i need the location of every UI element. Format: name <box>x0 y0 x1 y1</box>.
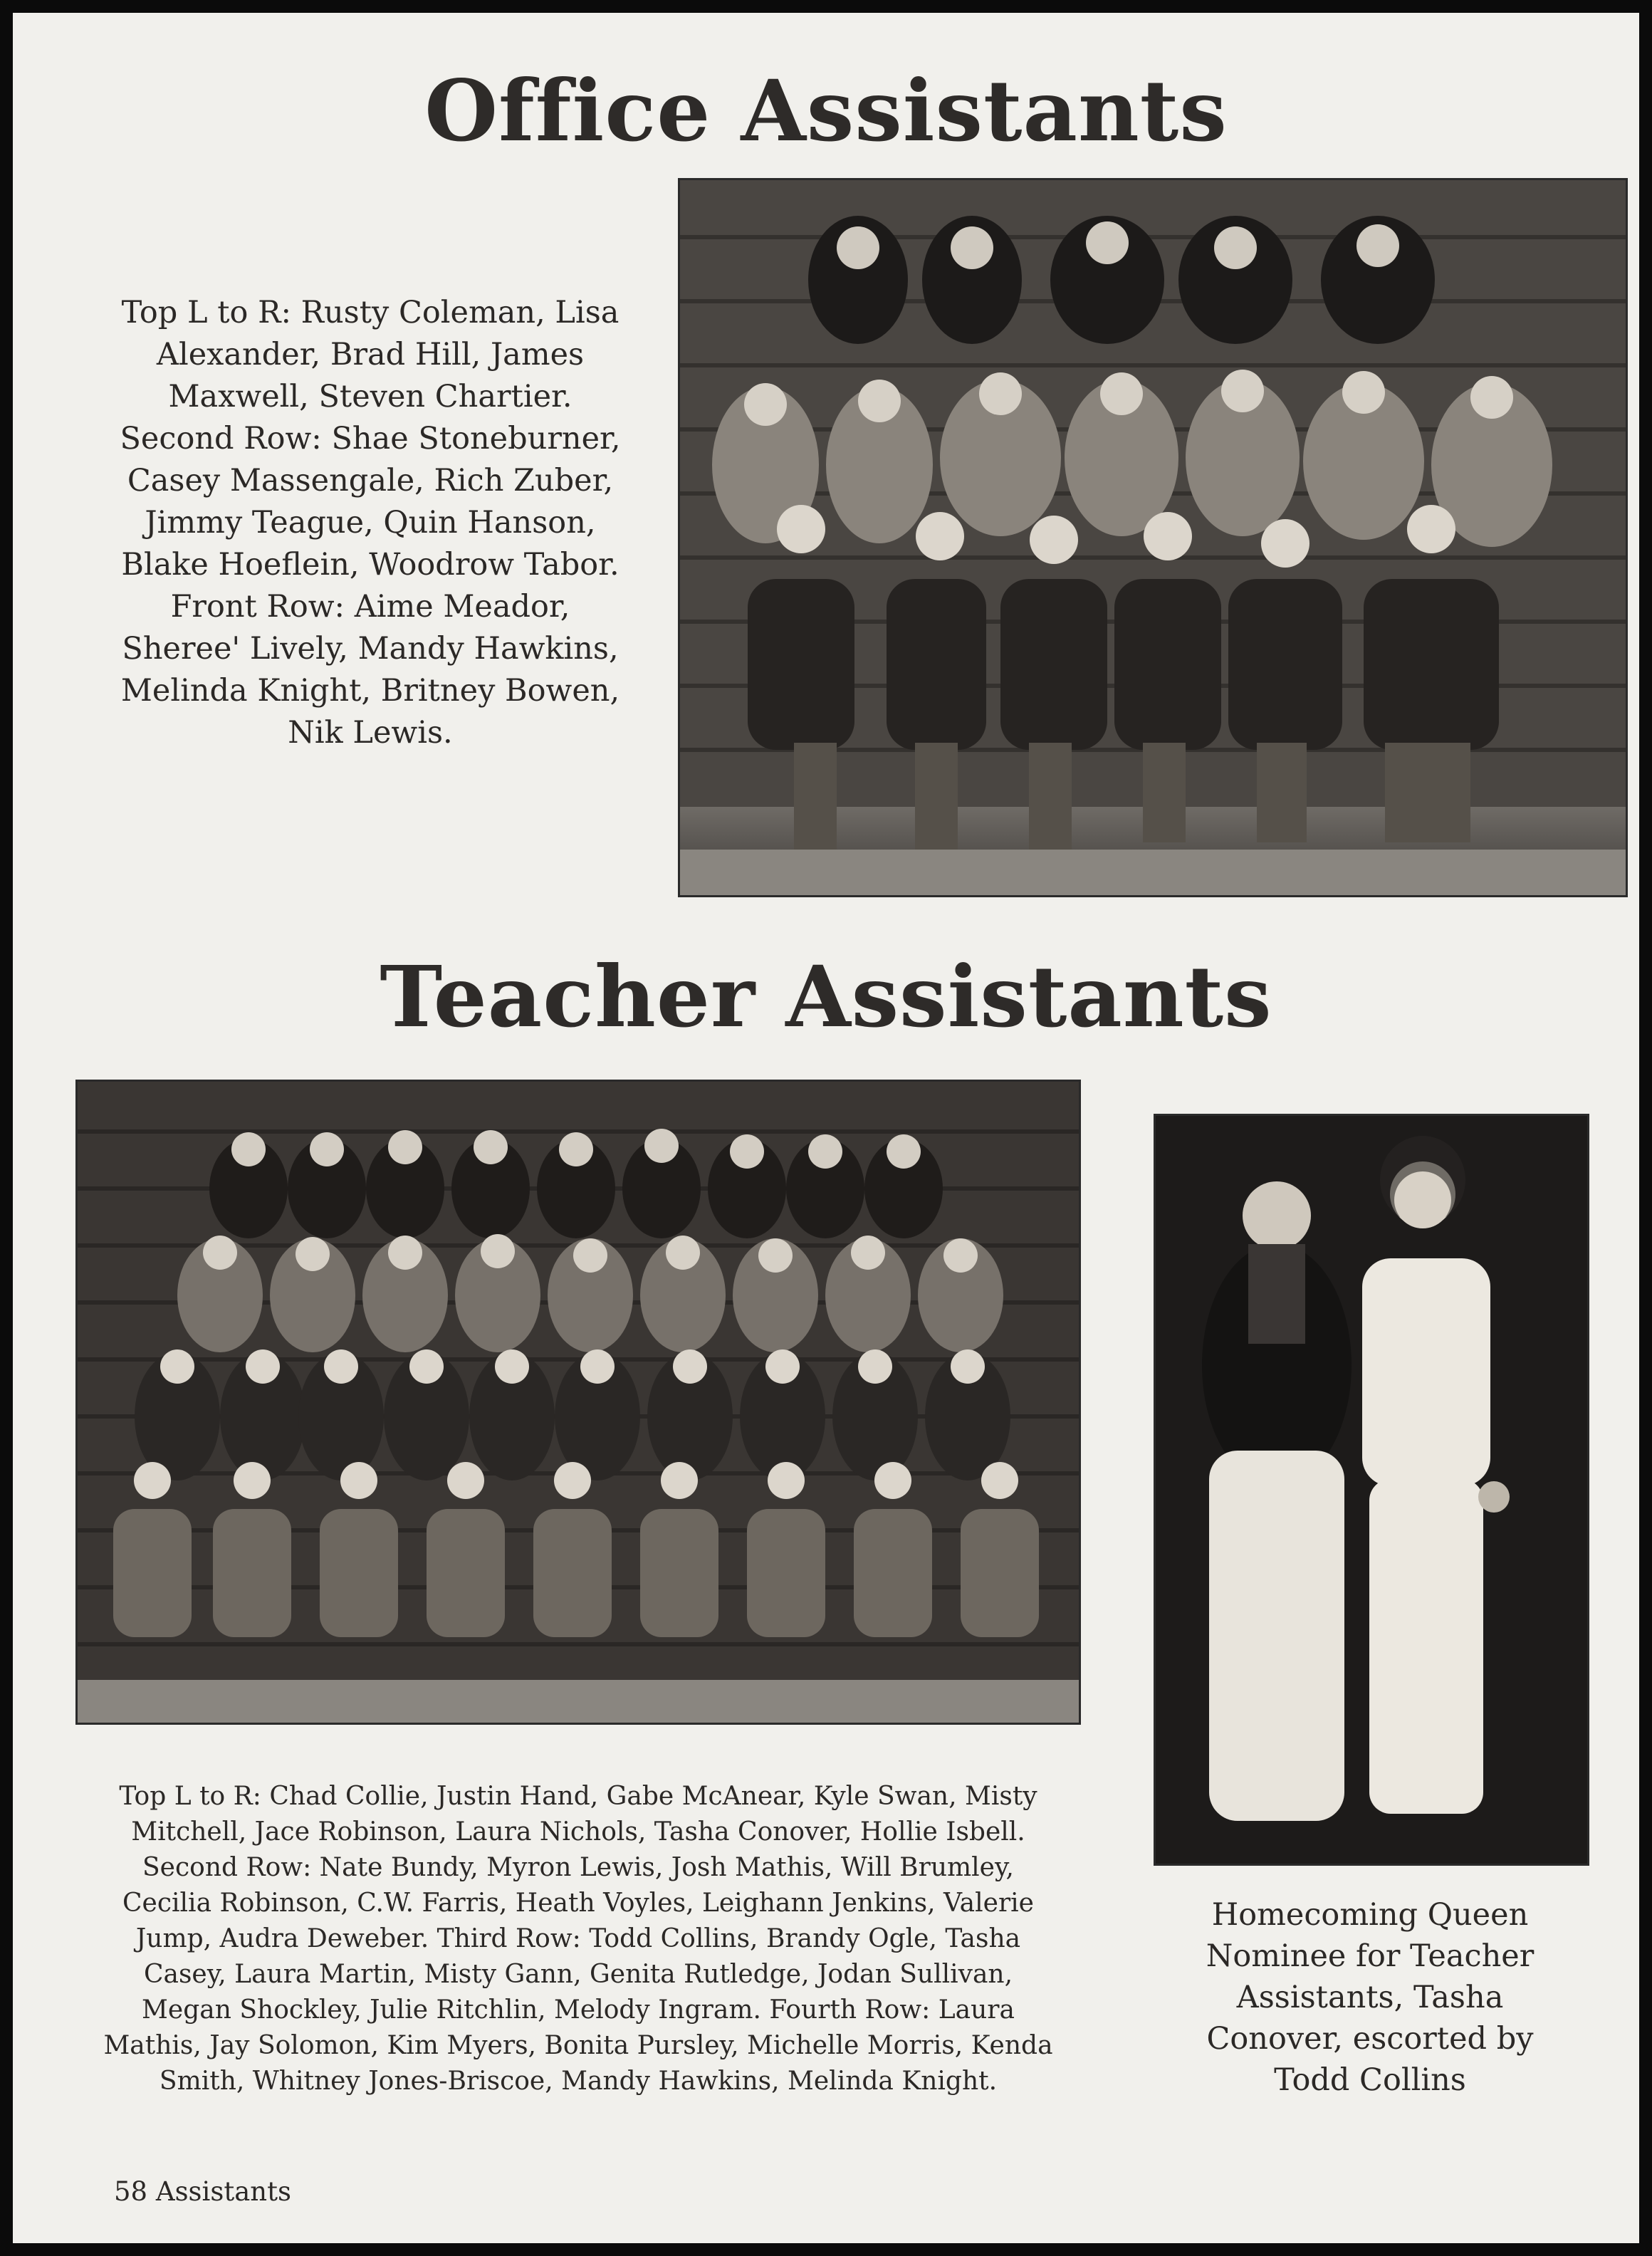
caption-line: Maxwell, Steven Chartier. <box>168 379 573 414</box>
caption-line: Mitchell, Jace Robinson, Laura Nichols, Tasha Conover, Hollie Isbell. <box>131 1817 1025 1847</box>
homecoming-photo <box>1154 1114 1589 1866</box>
caption-line: Alexander, Brad Hill, James <box>156 337 585 372</box>
homecoming-caption <box>1152 1894 1588 2101</box>
caption-line: Cecilia Robinson, C.W. Farris, Heath Voyles, Leighann Jenkins, Valerie <box>122 1889 1034 1918</box>
office-assistants-group-photo <box>678 178 1628 897</box>
caption-line: Smith, Whitney Jones-Briscoe, Mandy Hawkins, Melinda Knight. <box>159 2067 998 2096</box>
caption-line: Sheree' Lively, Mandy Hawkins, <box>122 631 619 667</box>
caption-line: Todd Collins <box>1274 2062 1466 2098</box>
page-folio: 58 Assistants <box>114 2176 291 2207</box>
caption-line: Assistants, Tasha <box>1236 1980 1504 2015</box>
caption-line: Top L to R: Chad Collie, Justin Hand, Gabe McAnear, Kyle Swan, Misty <box>119 1782 1037 1811</box>
yearbook-page <box>13 13 1639 2243</box>
caption-line: Nominee for Teacher <box>1206 1938 1535 1974</box>
caption-line: Megan Shockley, Julie Ritchlin, Melody Ingram. Fourth Row: Laura <box>142 1995 1015 2025</box>
teacher-assistants-caption <box>73 1779 1084 2099</box>
caption-line: Nik Lewis. <box>288 715 453 751</box>
teacher-assistants-heading: Teacher Assistants <box>380 947 1272 1046</box>
office-assistants-caption <box>93 292 648 754</box>
office-assistants-heading: Office Assistants <box>424 61 1228 160</box>
caption-line: Casey Massengale, Rich Zuber, <box>127 463 614 498</box>
caption-line: Jump, Audra Deweber. Third Row: Todd Collins, Brandy Ogle, Tasha <box>135 1924 1021 1953</box>
caption-line: Casey, Laura Martin, Misty Gann, Genita Rutledge, Jodan Sullivan, <box>143 1960 1013 1989</box>
caption-line: Jimmy Teague, Quin Hanson, <box>145 505 596 540</box>
caption-line: Second Row: Nate Bundy, Myron Lewis, Josh Mathis, Will Brumley, <box>142 1853 1014 1882</box>
caption-line: Second Row: Shae Stoneburner, <box>120 421 621 456</box>
caption-line: Mathis, Jay Solomon, Kim Myers, Bonita Pursley, Michelle Morris, Kenda <box>103 2031 1053 2060</box>
teacher-assistants-group-photo <box>75 1080 1081 1725</box>
caption-line: Homecoming Queen <box>1211 1897 1529 1933</box>
caption-line: Blake Hoeflein, Woodrow Tabor. <box>121 547 620 583</box>
caption-line: Melinda Knight, Britney Bowen, <box>120 673 620 709</box>
caption-line: Top L to R: Rusty Coleman, Lisa <box>121 295 620 330</box>
caption-line: Conover, escorted by <box>1206 2021 1534 2057</box>
caption-line: Front Row: Aime Meador, <box>170 589 570 625</box>
